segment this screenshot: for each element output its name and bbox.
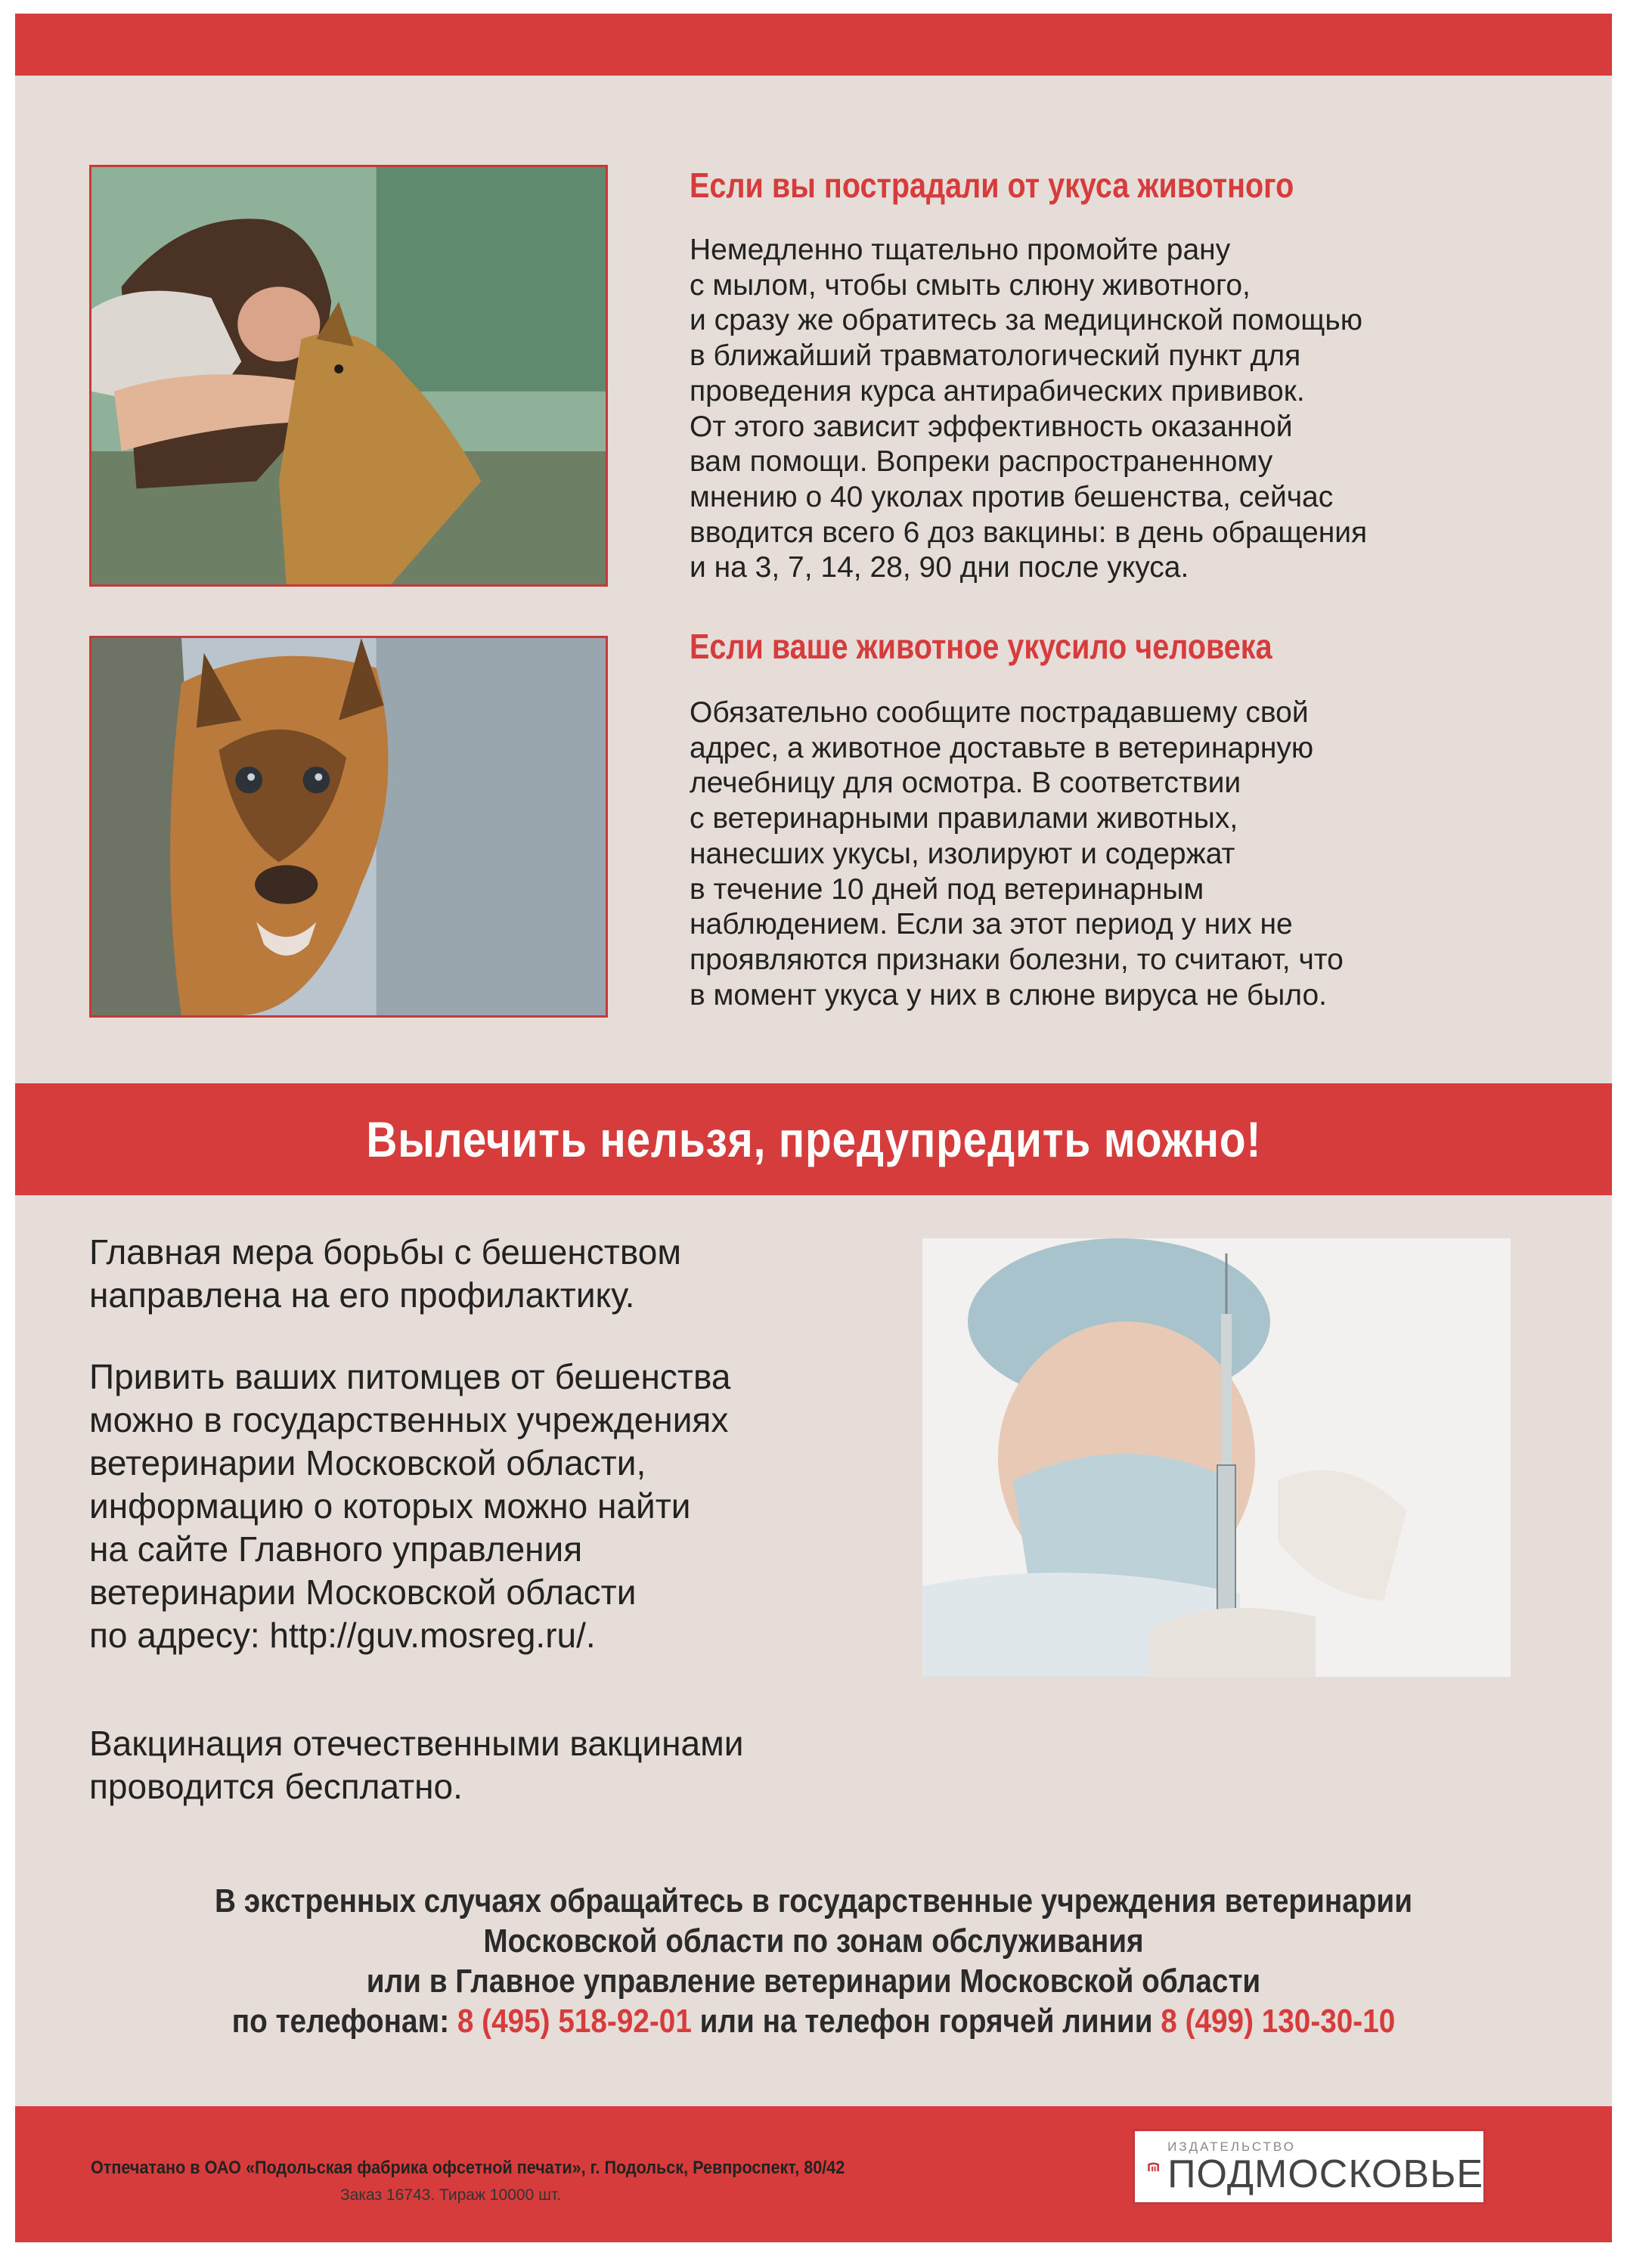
- emergency-line-2: Московской области по зонам обслуживания: [483, 1923, 1144, 1960]
- phone-number-1[interactable]: 8 (495) 518-92-01: [457, 2003, 692, 2040]
- pet-bit-human-heading: Если ваше животное укусило человека: [690, 627, 1272, 666]
- doctor-syringe-photo: [922, 1238, 1511, 1677]
- bite-victim-heading: Если вы пострадали от укуса животного: [690, 166, 1294, 205]
- bite-victim-text: Немедленно тщательно промойте рану с мылом, чтобы смыть слюну животного, и сразу же обратитесь за медицинской помощью в ближайший травматологический пункт для проведения курса антирабических прививок. От этого зависит эффективность оказанной вам помощи. Вопреки распространенному мнению о 40 уколах против бешенства, сейчас вводится всего 6 доз вакцины: в день обращения и на 3, 7, 14, 28, 90 дни после укуса.: [690, 234, 1368, 584]
- poster-sheet: [15, 14, 1612, 2242]
- phones-prefix: по телефонам:: [231, 2003, 450, 2040]
- publisher-logo-name: ПОДМОСКОВЬЕ: [1167, 2152, 1483, 2196]
- emergency-line-3: или в Главное управление ветеринарии Московской области: [366, 1963, 1261, 2000]
- emergency-contacts: [45, 1881, 1582, 2041]
- publisher-logo-icon: [1147, 2140, 1160, 2193]
- hotline-text: или на телефон горячей линии: [699, 2003, 1153, 2040]
- publisher-logo: [1133, 2129, 1486, 2204]
- order-info: Заказ 16743. Тираж 10000 шт.: [340, 2186, 562, 2204]
- aggressive-dog-photo: [89, 636, 608, 1018]
- printer-imprint: Отпечатано в ОАО «Подольская фабрика офсетной печати», г. Подольск, Ревпроспект, 80/42: [91, 2158, 845, 2178]
- emergency-line-4: [138, 2001, 1489, 2041]
- slogan-banner: [15, 1083, 1612, 1195]
- publisher-logo-small-text: ИЗДАТЕЛЬСТВО: [1167, 2139, 1296, 2154]
- emergency-line-1: В экстренных случаях обращайтесь в государственные учреждения ветеринарии: [214, 1882, 1413, 1919]
- pet-bit-human-text: Обязательно сообщите пострадавшему свой адрес, а животное доставьте в ветеринарную лечебницу для осмотра. В соответствии с ветеринарными правилами животных, нанесших укусы, изолируют и содержат в течение 10 дней под ветеринарным наблюдением. Если за этот период у них не проявляются признаки болезни, то считают, что в момент укуса у них в слюне вируса не было.: [690, 696, 1344, 1012]
- top-red-band: [15, 14, 1612, 76]
- bite-victim-photo: [89, 165, 608, 587]
- prevention-paragraph-3: Вакцинация отечественными вакцинами проводится бесплатно.: [89, 1724, 744, 1806]
- slogan-text: Вылечить нельзя, предупредить можно!: [366, 1111, 1261, 1167]
- prevention-paragraph-1: Главная мера борьбы с бешенством направлена на его профилактику.: [89, 1232, 681, 1315]
- phone-number-2[interactable]: 8 (499) 130-30-10: [1161, 2003, 1396, 2040]
- prevention-paragraph-2: Привить ваших питомцев от бешенства можно в государственных учреждениях ветеринарии Московской области, информацию о которых можно найти на сайте Главного управления ветеринарии Московской области по адресу: http://guv.mosreg.ru/.: [89, 1357, 731, 1655]
